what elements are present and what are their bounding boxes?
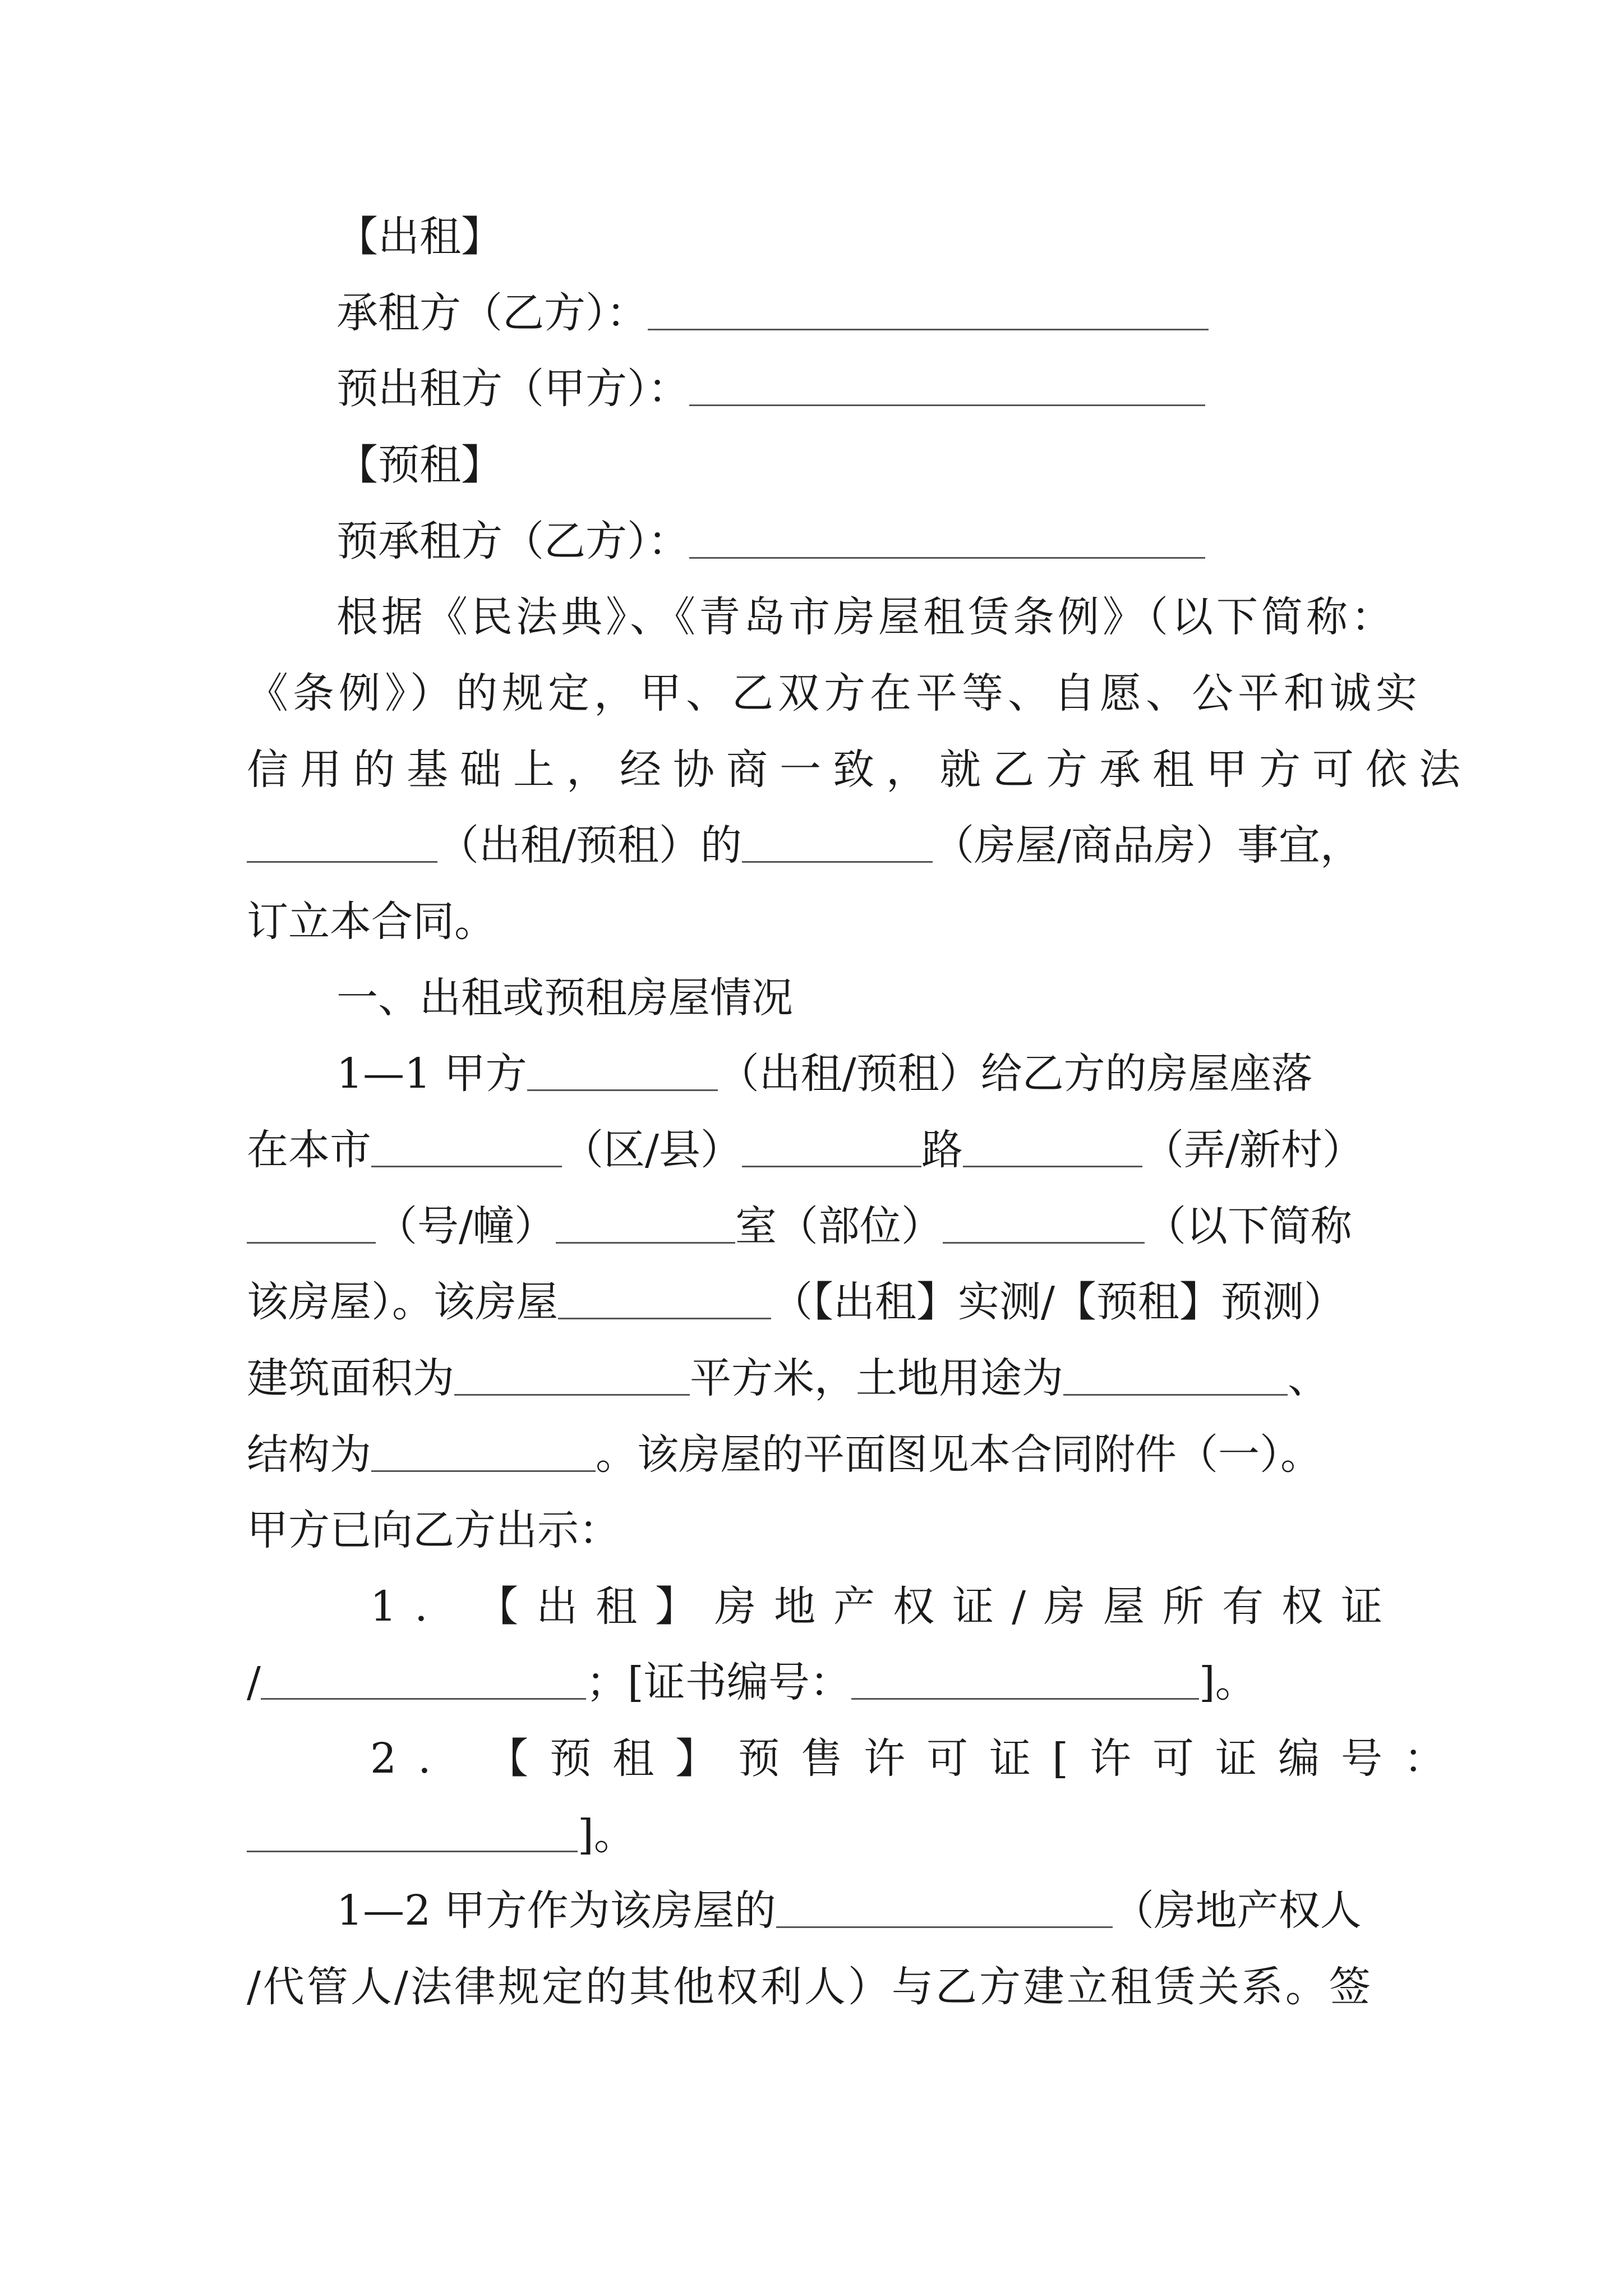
floorplan-note: 。该房屋的平面图见本合同附件（一）。 (596, 1430, 1322, 1479)
lessor-mode-blank[interactable] (527, 1056, 718, 1091)
para1-line2: 《条例》）的规定，甲、乙双方在平等、自愿、公平和诚实 (247, 669, 1422, 717)
road-label: 路 (921, 1126, 963, 1174)
part-blank[interactable] (943, 1208, 1145, 1244)
lessee-blank[interactable] (648, 295, 1209, 330)
pre-lessee-blank[interactable] (689, 523, 1205, 559)
para1-line3: 信用的基础上，经协商一致，就乙方承租甲方可依法 (247, 746, 1472, 794)
building-no-blank[interactable] (247, 1208, 376, 1244)
lessee-label: 承租方（乙方）： (336, 289, 648, 337)
district-blank[interactable] (371, 1132, 562, 1167)
section1-title: 一、出租或预租房屋情况 (336, 974, 793, 1022)
property-type-hint: （房屋/商品房）事宜， (932, 821, 1362, 869)
heading-chuzu: 【出租】 (336, 213, 502, 261)
pre-lessor-label: 预出租方（甲方）： (336, 365, 689, 413)
pre-lessee-line (336, 513, 1205, 569)
role-hint: （房地产权人 (1112, 1887, 1362, 1935)
pre-lessor-line (336, 361, 1205, 417)
clause11-text1: （出租/预租）给乙方的房屋座落 (717, 1050, 1313, 1098)
para1-line4 (247, 817, 1362, 873)
lease-type-hint: （出租/预租）的 (437, 821, 742, 869)
measure-hint: （【出租】实测/【预租】预测） (771, 1278, 1345, 1326)
structure-blank[interactable] (371, 1437, 596, 1472)
clause11-num: 1—1 甲方 (336, 1050, 527, 1098)
comma-mark: 、 (1288, 1354, 1329, 1402)
room-hint: 室（部位） (735, 1202, 943, 1250)
role-blank[interactable] (776, 1893, 1113, 1928)
clause11-line7: 甲方已向乙方出示： (247, 1506, 620, 1554)
clause11-line1 (336, 1046, 1313, 1102)
structure-label: 结构为 (247, 1430, 371, 1479)
pre-lessee-label: 预承租方（乙方）： (336, 517, 689, 565)
district-hint: （区/县） (562, 1126, 742, 1174)
item2-line2 (247, 1807, 635, 1863)
clause11-line2 (247, 1122, 1364, 1178)
heading-yuzu: 【预租】 (336, 441, 502, 489)
lease-type-blank[interactable] (247, 827, 437, 863)
city-label: 在本市 (247, 1126, 371, 1174)
measure-type-blank[interactable] (558, 1284, 771, 1319)
land-use-blank[interactable] (1063, 1360, 1288, 1396)
land-use-label: 平方米，土地用途为 (690, 1354, 1063, 1402)
pre-lessor-blank[interactable] (689, 371, 1205, 406)
item2-line1: 2. 【预租】预售许可证[许可证编号： (370, 1734, 1467, 1783)
cert-no-blank[interactable] (851, 1664, 1199, 1700)
item1-line2 (247, 1654, 1257, 1710)
lane-blank[interactable] (963, 1132, 1142, 1167)
bracket-close: ]。 (1198, 1658, 1257, 1706)
room-blank[interactable] (556, 1208, 735, 1244)
clause12-text: 1—2 甲方作为该房屋的 (336, 1887, 776, 1935)
lane-hint: （弄/新村） (1142, 1126, 1364, 1174)
building-hint: （号/幢） (376, 1202, 556, 1250)
slash: / (247, 1658, 261, 1706)
clause12-line2: /代管人/法律规定的其他权利人）与乙方建立租赁关系。签 (247, 1963, 1373, 2011)
permit-no-blank[interactable] (247, 1817, 578, 1852)
other-cert-blank[interactable] (261, 1664, 586, 1700)
property-ref: 该房屋）。该房屋 (247, 1278, 558, 1326)
area-label: 建筑面积为 (247, 1354, 454, 1402)
area-blank[interactable] (454, 1360, 690, 1396)
item1-line1: 1. 【出租】房地产权证/房屋所有权证 (370, 1582, 1401, 1631)
clause11-line3 (247, 1198, 1352, 1254)
road-blank[interactable] (742, 1132, 921, 1167)
cert-no-label: ；[证书编号： (585, 1658, 851, 1706)
para1-line5: 订立本合同。 (247, 898, 496, 946)
para1-line1: 根据《民法典》、《青岛市房屋租赁条例》（以下简称： (336, 593, 1396, 641)
clause11-line4 (247, 1274, 1345, 1330)
lessee-line (336, 285, 1209, 341)
bracket-close-2: ]。 (578, 1811, 635, 1859)
property-type-blank[interactable] (742, 827, 933, 863)
clause11-line5 (247, 1350, 1329, 1406)
clause11-line6 (247, 1427, 1322, 1483)
abbrev-hint: （以下简称 (1144, 1202, 1352, 1250)
clause12-line1 (336, 1883, 1362, 1939)
